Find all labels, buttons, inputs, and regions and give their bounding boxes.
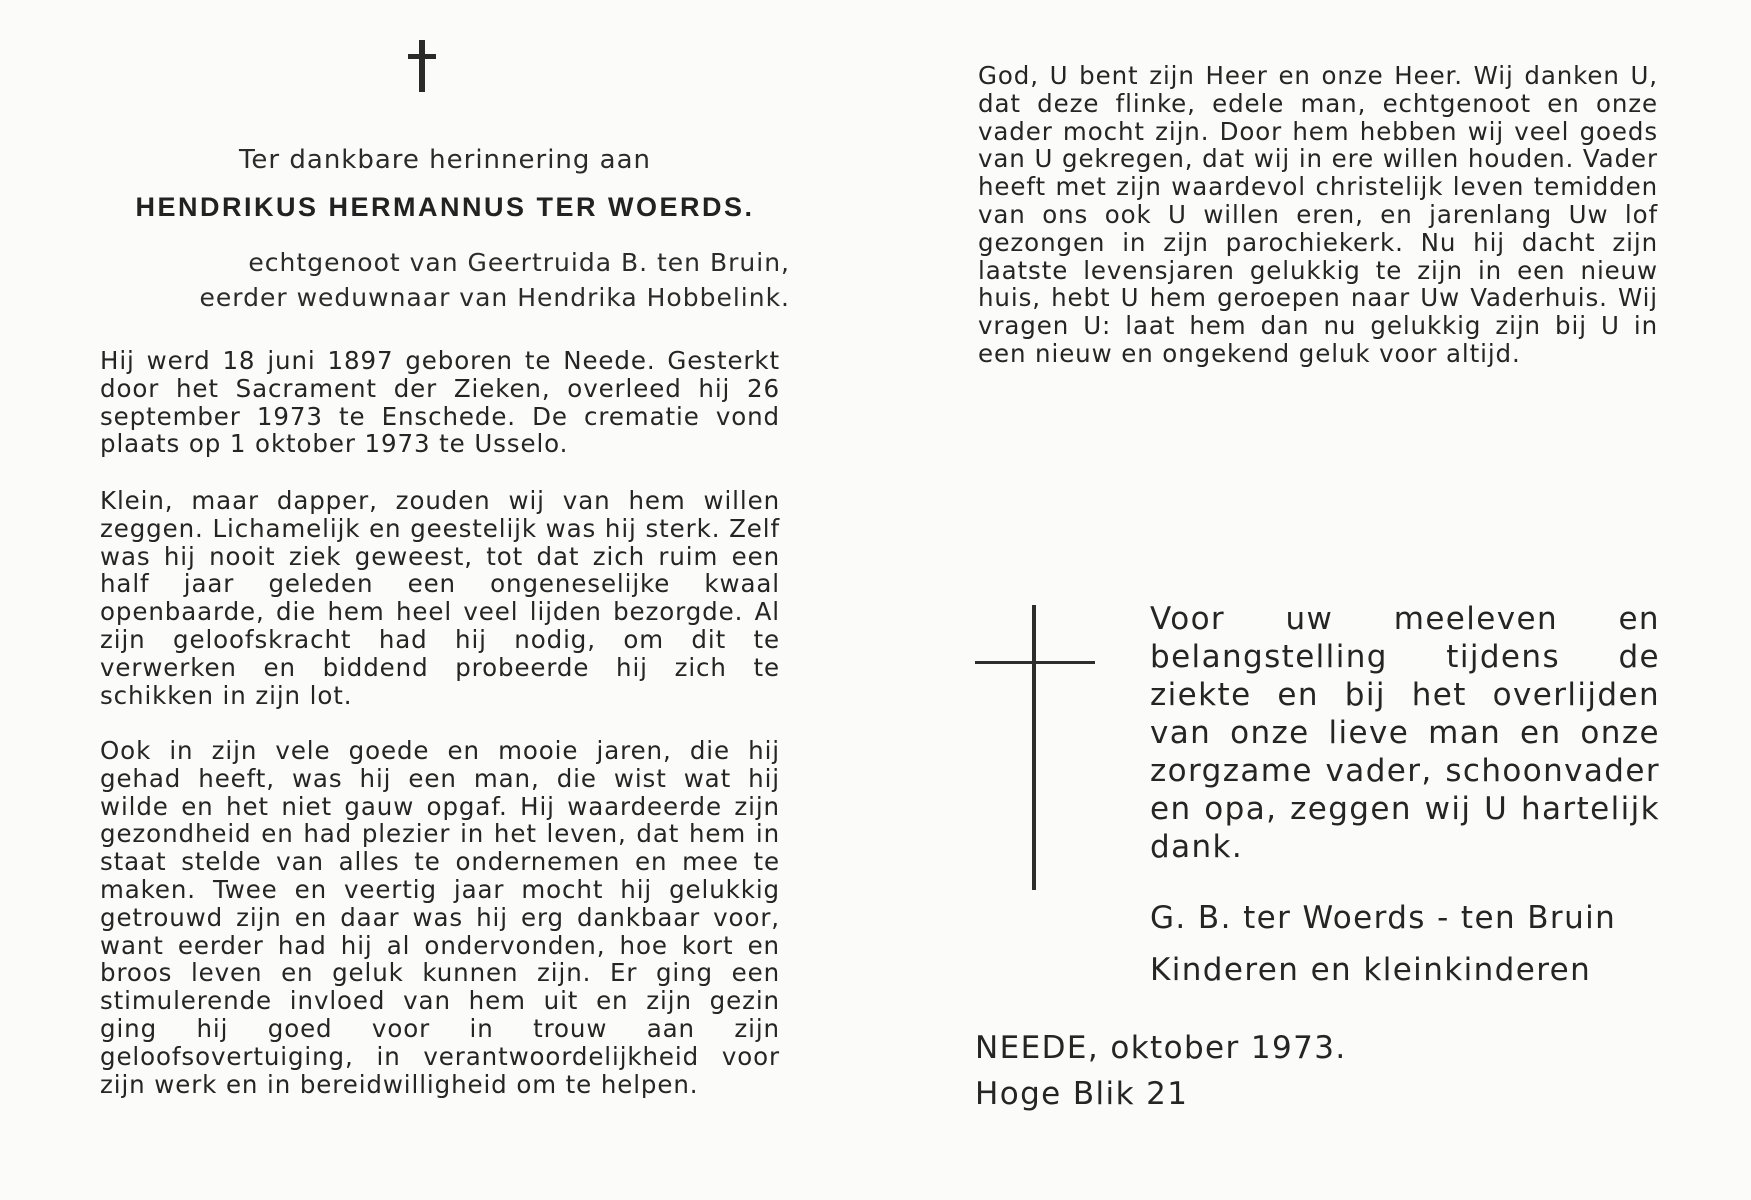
widower-line: eerder weduwnaar van Hendrika Hobbelink. [199, 283, 790, 312]
spouse-line: echtgenoot van Geertruida B. ten Bruin, [248, 248, 790, 277]
place-date: NEEDE, oktober 1973. [975, 1030, 1347, 1066]
life-paragraph: Ook in zijn vele goede en mooie jaren, die hij gehad heeft, was hij een man, die wist wat hij wilde en het niet gauw opgaf. Hij waardeerde zijn gezondheid en had plezier in het leven, dat hem in staat stelde van alles te ondernemen en mee te maken. Twee en veertig jaar mocht hij gelukkig getrouwd zijn en daar was hij erg dankbaar voor, want eerder had hij al ondervonden, hoe kort en broos leven en geluk kunnen zijn. Er ging een stimulerende invloed van hem uit en zijn gezin ging hij goed voor in trouw aan zijn geloofsovertuiging, in verantwoordelijkheid voor zijn werk en in bereidwilligheid om te helpen. [100, 736, 780, 1099]
character-paragraph: Klein, maar dapper, zouden wij van hem willen zeggen. Lichamelijk en geestelijk was hij sterk. Zelf was hij nooit ziek geweest, tot dat zich ruim een half jaar geleden een ongeneselijke kwaal openbaarde, die hem heel veel lijden bezorgde. Al zijn geloofskracht had hij nodig, om dit te verwerken en biddend probeerde hij zich te schikken in zijn lot. [100, 486, 780, 710]
prayer-paragraph: God, U bent zijn Heer en onze Heer. Wij danken U, dat deze flinke, edele man, echtgenoot en onze vader mocht zijn. Door hem hebben wij veel goeds van U gekregen, dat wij in ere willen houden. Vader heeft met zijn waardevol christelijk leven temidden van ons ook U willen eren, en jarenlang Uw lof gezongen in zijn parochiekerk. Nu hij dacht zijn laatste levensjaren gelukkig te zijn in een nieuw huis, hebt U hem geroepen naar Uw Vaderhuis. Wij vragen U: laat hem dan nu gelukkig zijn bij U in een nieuw en ongekend geluk voor altijd. [978, 61, 1658, 368]
intro-line: Ter dankbare herinnering aan [238, 145, 652, 175]
signers [1150, 892, 1670, 996]
cross-icon [408, 40, 436, 92]
thanks-paragraph: Voor uw meeleven en belangstelling tijdens de ziekte en bij het overlijden van onze lieve man en onze zorgzame vader, schoonvader en opa, zeggen wij U hartelijk dank. [1150, 601, 1660, 865]
signer-widow: G. B. ter Woerds - ten Bruin [1150, 900, 1617, 936]
deceased-name: HENDRIKUS HERMANNUS TER WOERDS. [135, 192, 755, 222]
address: Hoge Blik 21 [975, 1076, 1189, 1112]
spouse-info [170, 245, 790, 315]
large-cross-icon [975, 605, 1095, 890]
place-and-address [975, 1025, 1475, 1117]
life-dates-paragraph: Hij werd 18 juni 1897 geboren te Neede. Gesterkt door het Sacrament der Zieken, overleed hij 26 september 1973 te Enschede. De crematie vond plaats op 1 oktober 1973 te Usselo. [100, 346, 780, 459]
signer-family: Kinderen en kleinkinderen [1150, 952, 1592, 988]
